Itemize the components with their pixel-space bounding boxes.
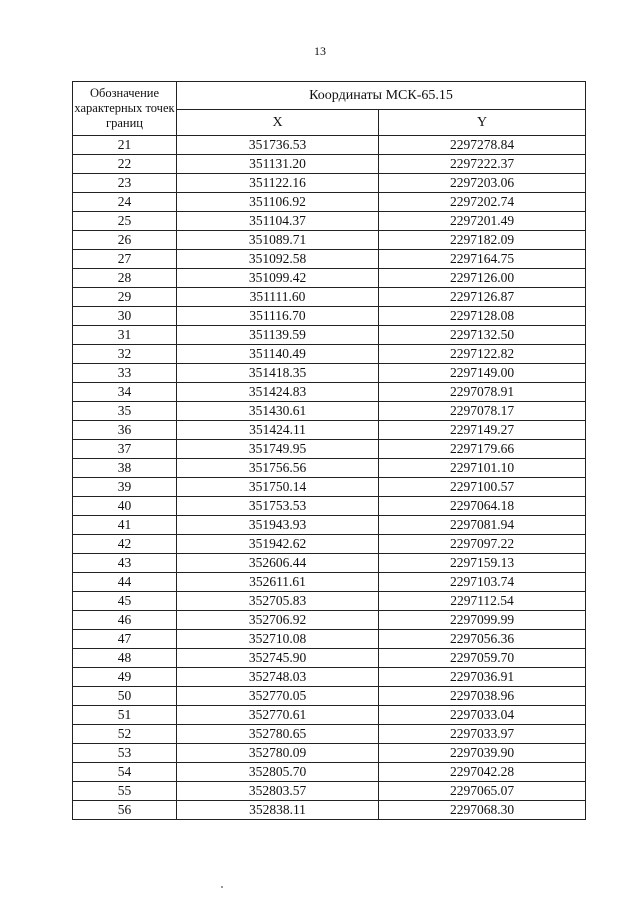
table-row bbox=[73, 345, 586, 364]
table-row bbox=[73, 307, 586, 326]
y-coordinate-cell: 2297112.54 bbox=[379, 592, 586, 611]
table-row bbox=[73, 725, 586, 744]
x-coordinate-cell: 351418.35 bbox=[177, 364, 379, 383]
point-number-cell: 23 bbox=[73, 174, 177, 193]
x-coordinate-cell: 351753.53 bbox=[177, 497, 379, 516]
table-row bbox=[73, 706, 586, 725]
y-coordinate-cell: 2297103.74 bbox=[379, 573, 586, 592]
x-column-header: X bbox=[177, 110, 379, 136]
x-coordinate-cell: 351104.37 bbox=[177, 212, 379, 231]
table-row bbox=[73, 573, 586, 592]
x-coordinate-cell: 351140.49 bbox=[177, 345, 379, 364]
point-number-cell: 48 bbox=[73, 649, 177, 668]
x-coordinate-cell: 351092.58 bbox=[177, 250, 379, 269]
point-number-cell: 47 bbox=[73, 630, 177, 649]
point-number-cell: 33 bbox=[73, 364, 177, 383]
table-row bbox=[73, 459, 586, 478]
table-row bbox=[73, 269, 586, 288]
x-coordinate-cell: 351131.20 bbox=[177, 155, 379, 174]
y-coordinate-cell: 2297122.82 bbox=[379, 345, 586, 364]
table-row bbox=[73, 440, 586, 459]
table-row bbox=[73, 174, 586, 193]
y-coordinate-cell: 2297278.84 bbox=[379, 136, 586, 155]
point-number-cell: 31 bbox=[73, 326, 177, 345]
table-body bbox=[73, 136, 586, 820]
coordinate-system-header: Координаты МСК-65.15 bbox=[177, 82, 586, 110]
point-number-cell: 24 bbox=[73, 193, 177, 212]
point-number-cell: 27 bbox=[73, 250, 177, 269]
y-coordinate-cell: 2297132.50 bbox=[379, 326, 586, 345]
table-row bbox=[73, 668, 586, 687]
y-coordinate-cell: 2297068.30 bbox=[379, 801, 586, 820]
y-coordinate-cell: 2297149.27 bbox=[379, 421, 586, 440]
x-coordinate-cell: 351139.59 bbox=[177, 326, 379, 345]
y-coordinate-cell: 2297033.97 bbox=[379, 725, 586, 744]
table-row bbox=[73, 763, 586, 782]
table-row bbox=[73, 193, 586, 212]
y-coordinate-cell: 2297042.28 bbox=[379, 763, 586, 782]
x-coordinate-cell: 351111.60 bbox=[177, 288, 379, 307]
point-number-cell: 52 bbox=[73, 725, 177, 744]
table-row bbox=[73, 231, 586, 250]
point-number-cell: 53 bbox=[73, 744, 177, 763]
point-column-header: Обозначение характерных точек границ bbox=[73, 82, 177, 136]
y-coordinate-cell: 2297099.99 bbox=[379, 611, 586, 630]
coordinates-table bbox=[72, 81, 586, 820]
point-number-cell: 49 bbox=[73, 668, 177, 687]
y-coordinate-cell: 2297149.00 bbox=[379, 364, 586, 383]
y-coordinate-cell: 2297078.17 bbox=[379, 402, 586, 421]
point-number-cell: 45 bbox=[73, 592, 177, 611]
y-coordinate-cell: 2297179.66 bbox=[379, 440, 586, 459]
y-coordinate-cell: 2297126.00 bbox=[379, 269, 586, 288]
x-coordinate-cell: 351424.11 bbox=[177, 421, 379, 440]
point-number-cell: 56 bbox=[73, 801, 177, 820]
table-row bbox=[73, 782, 586, 801]
x-coordinate-cell: 351122.16 bbox=[177, 174, 379, 193]
table-row bbox=[73, 212, 586, 231]
y-coordinate-cell: 2297038.96 bbox=[379, 687, 586, 706]
y-coordinate-cell: 2297065.07 bbox=[379, 782, 586, 801]
scan-speck bbox=[221, 886, 223, 888]
x-coordinate-cell: 351736.53 bbox=[177, 136, 379, 155]
table-row bbox=[73, 516, 586, 535]
point-number-cell: 34 bbox=[73, 383, 177, 402]
y-coordinate-cell: 2297097.22 bbox=[379, 535, 586, 554]
x-coordinate-cell: 352770.61 bbox=[177, 706, 379, 725]
x-coordinate-cell: 352805.70 bbox=[177, 763, 379, 782]
table-row bbox=[73, 326, 586, 345]
point-number-cell: 25 bbox=[73, 212, 177, 231]
x-coordinate-cell: 351099.42 bbox=[177, 269, 379, 288]
point-number-cell: 44 bbox=[73, 573, 177, 592]
table-row bbox=[73, 592, 586, 611]
x-coordinate-cell: 351756.56 bbox=[177, 459, 379, 478]
y-coordinate-cell: 2297159.13 bbox=[379, 554, 586, 573]
y-coordinate-cell: 2297201.49 bbox=[379, 212, 586, 231]
x-coordinate-cell: 352706.92 bbox=[177, 611, 379, 630]
table-row bbox=[73, 155, 586, 174]
point-number-cell: 37 bbox=[73, 440, 177, 459]
y-coordinate-cell: 2297036.91 bbox=[379, 668, 586, 687]
point-number-cell: 21 bbox=[73, 136, 177, 155]
x-coordinate-cell: 351749.95 bbox=[177, 440, 379, 459]
table-row bbox=[73, 421, 586, 440]
point-number-cell: 36 bbox=[73, 421, 177, 440]
point-number-cell: 55 bbox=[73, 782, 177, 801]
point-number-cell: 30 bbox=[73, 307, 177, 326]
table-row bbox=[73, 250, 586, 269]
table-row bbox=[73, 136, 586, 155]
x-coordinate-cell: 351430.61 bbox=[177, 402, 379, 421]
page-number: 13 bbox=[314, 44, 326, 58]
x-coordinate-cell: 352838.11 bbox=[177, 801, 379, 820]
point-number-cell: 38 bbox=[73, 459, 177, 478]
point-number-cell: 32 bbox=[73, 345, 177, 364]
table-header-row bbox=[73, 82, 586, 110]
y-coordinate-cell: 2297222.37 bbox=[379, 155, 586, 174]
y-coordinate-cell: 2297202.74 bbox=[379, 193, 586, 212]
point-number-cell: 43 bbox=[73, 554, 177, 573]
y-coordinate-cell: 2297182.09 bbox=[379, 231, 586, 250]
point-number-cell: 51 bbox=[73, 706, 177, 725]
y-coordinate-cell: 2297100.57 bbox=[379, 478, 586, 497]
x-coordinate-cell: 351106.92 bbox=[177, 193, 379, 212]
y-coordinate-cell: 2297164.75 bbox=[379, 250, 586, 269]
point-number-cell: 42 bbox=[73, 535, 177, 554]
y-coordinate-cell: 2297081.94 bbox=[379, 516, 586, 535]
x-coordinate-cell: 351424.83 bbox=[177, 383, 379, 402]
x-coordinate-cell: 351942.62 bbox=[177, 535, 379, 554]
table-row bbox=[73, 649, 586, 668]
x-coordinate-cell: 351089.71 bbox=[177, 231, 379, 250]
y-coordinate-cell: 2297039.90 bbox=[379, 744, 586, 763]
x-coordinate-cell: 352705.83 bbox=[177, 592, 379, 611]
y-coordinate-cell: 2297059.70 bbox=[379, 649, 586, 668]
point-number-cell: 46 bbox=[73, 611, 177, 630]
table-row bbox=[73, 288, 586, 307]
x-coordinate-cell: 352780.09 bbox=[177, 744, 379, 763]
table-row bbox=[73, 383, 586, 402]
point-number-cell: 26 bbox=[73, 231, 177, 250]
y-coordinate-cell: 2297064.18 bbox=[379, 497, 586, 516]
y-coordinate-cell: 2297203.06 bbox=[379, 174, 586, 193]
table-row bbox=[73, 744, 586, 763]
table-row bbox=[73, 611, 586, 630]
x-coordinate-cell: 352745.90 bbox=[177, 649, 379, 668]
point-number-cell: 22 bbox=[73, 155, 177, 174]
point-number-cell: 50 bbox=[73, 687, 177, 706]
point-number-cell: 39 bbox=[73, 478, 177, 497]
point-number-cell: 40 bbox=[73, 497, 177, 516]
y-coordinate-cell: 2297101.10 bbox=[379, 459, 586, 478]
y-coordinate-cell: 2297126.87 bbox=[379, 288, 586, 307]
table-row bbox=[73, 554, 586, 573]
x-coordinate-cell: 352606.44 bbox=[177, 554, 379, 573]
table-row bbox=[73, 535, 586, 554]
x-coordinate-cell: 352611.61 bbox=[177, 573, 379, 592]
x-coordinate-cell: 351116.70 bbox=[177, 307, 379, 326]
y-coordinate-cell: 2297033.04 bbox=[379, 706, 586, 725]
x-coordinate-cell: 352780.65 bbox=[177, 725, 379, 744]
table-row bbox=[73, 630, 586, 649]
table-row bbox=[73, 687, 586, 706]
table-row bbox=[73, 497, 586, 516]
table-row bbox=[73, 364, 586, 383]
point-number-cell: 41 bbox=[73, 516, 177, 535]
point-number-cell: 54 bbox=[73, 763, 177, 782]
point-number-cell: 28 bbox=[73, 269, 177, 288]
table-row bbox=[73, 402, 586, 421]
x-coordinate-cell: 352748.03 bbox=[177, 668, 379, 687]
x-coordinate-cell: 351943.93 bbox=[177, 516, 379, 535]
point-number-cell: 35 bbox=[73, 402, 177, 421]
point-number-cell: 29 bbox=[73, 288, 177, 307]
table-row bbox=[73, 801, 586, 820]
x-coordinate-cell: 352803.57 bbox=[177, 782, 379, 801]
y-coordinate-cell: 2297056.36 bbox=[379, 630, 586, 649]
y-column-header: Y bbox=[379, 110, 586, 136]
x-coordinate-cell: 351750.14 bbox=[177, 478, 379, 497]
x-coordinate-cell: 352770.05 bbox=[177, 687, 379, 706]
y-coordinate-cell: 2297128.08 bbox=[379, 307, 586, 326]
table-header bbox=[73, 82, 586, 136]
x-coordinate-cell: 352710.08 bbox=[177, 630, 379, 649]
table-row bbox=[73, 478, 586, 497]
y-coordinate-cell: 2297078.91 bbox=[379, 383, 586, 402]
